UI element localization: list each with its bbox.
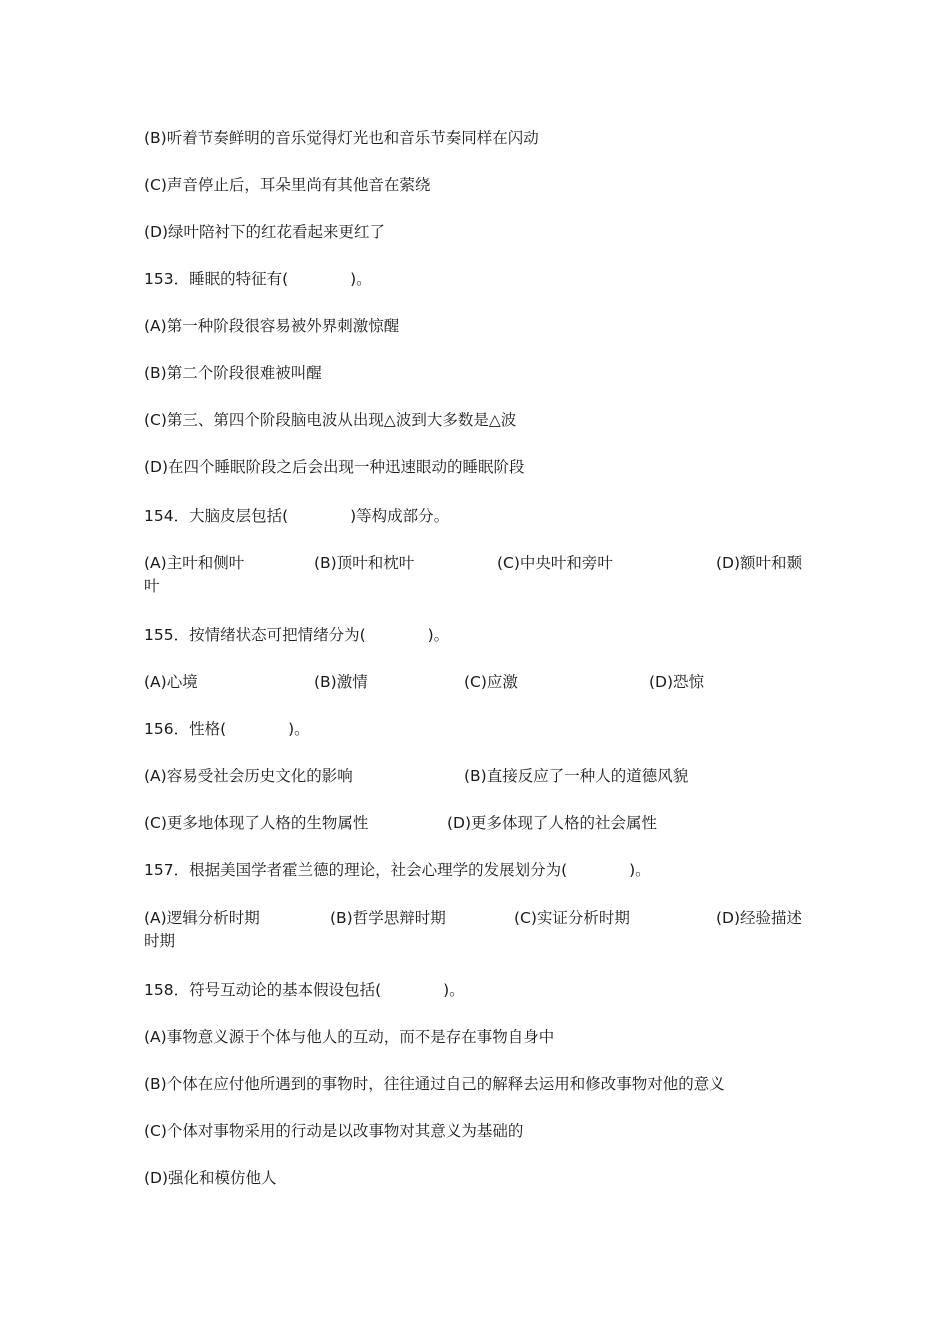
option-a: (A)心境 (144, 673, 198, 691)
option-d-wrap: 时期 (144, 932, 176, 950)
option-a: (A)逻辑分析时期 (144, 909, 260, 927)
option-line: (A)第一种阶段很容易被外界刺激惊醒 (144, 317, 400, 335)
option-d: (D)更多体现了人格的社会属性 (447, 814, 658, 832)
option-c: (C)更多地体现了人格的生物属性 (144, 814, 369, 832)
question-153: 153．睡眠的特征有( )。 (144, 270, 372, 288)
option-line: (D)在四个睡眠阶段之后会出现一种迅速眼动的睡眠阶段 (144, 458, 525, 476)
option-c: (C)中央叶和旁叶 (497, 554, 613, 572)
option-d-wrap: 叶 (144, 577, 160, 595)
question-156: 156．性格( )。 (144, 720, 310, 738)
option-line: (B)第二个阶段很难被叫醒 (144, 364, 322, 382)
option-line: (B)听着节奏鲜明的音乐觉得灯光也和音乐节奏同样在闪动 (144, 129, 539, 147)
option-b: (B)激情 (314, 673, 368, 691)
option-b: (B)顶叶和枕叶 (314, 554, 415, 572)
question-157: 157．根据美国学者霍兰德的理论，社会心理学的发展划分为( )。 (144, 861, 651, 879)
question-158: 158．符号互动论的基本假设包括( )。 (144, 981, 465, 999)
option-d: (D)恐惊 (649, 673, 705, 691)
option-line: (D)绿叶陪衬下的红花看起来更红了 (144, 223, 386, 241)
option-b: (B)哲学思辩时期 (330, 909, 446, 927)
option-c: (C)应激 (464, 673, 518, 691)
question-155: 155．按情绪状态可把情绪分为( )。 (144, 626, 450, 644)
option-b: (B)直接反应了一种人的道德风貌 (464, 767, 689, 785)
option-b: (B)个体在应付他所遇到的事物时，往往通过自己的解释去运用和修改事物对他的意义 (144, 1075, 725, 1093)
option-d: (D)经验描述 (716, 909, 803, 927)
option-d: (D)强化和模仿他人 (144, 1169, 277, 1187)
question-154: 154．大脑皮层包括( )等构成部分。 (144, 507, 450, 525)
option-line: (C)第三、第四个阶段脑电波从出现△波到大多数是△波 (144, 411, 517, 429)
option-c: (C)实证分析时期 (514, 909, 630, 927)
option-c: (C)个体对事物采用的行动是以改事物对其意义为基础的 (144, 1122, 524, 1140)
option-a: (A)容易受社会历史文化的影响 (144, 767, 353, 785)
option-line: (C)声音停止后，耳朵里尚有其他音在萦绕 (144, 176, 431, 194)
option-a: (A)事物意义源于个体与他人的互动，而不是存在事物自身中 (144, 1028, 555, 1046)
option-a: (A)主叶和侧叶 (144, 554, 245, 572)
option-d: (D)额叶和颞 (716, 554, 803, 572)
